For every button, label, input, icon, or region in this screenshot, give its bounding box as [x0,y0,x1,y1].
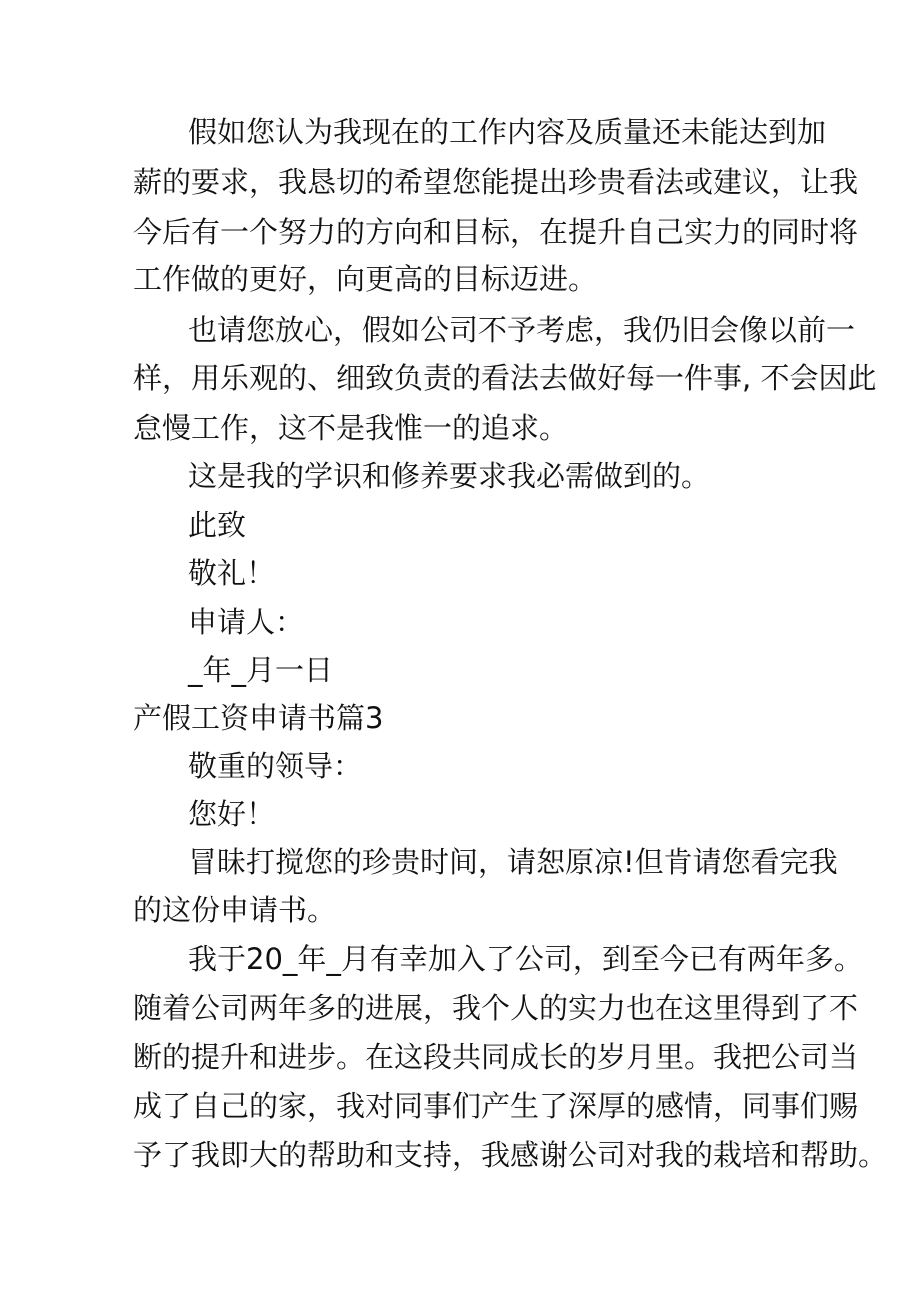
paragraph-4-line-2: 的这份申请书。 [133,893,337,927]
paragraph-5-line-3: 断的提升和进步。在这段共同成长的岁月里。我把公司当 [133,1040,859,1074]
paragraph-5-line-1: 我于20_年_月有幸加入了公司，到至今已有两年多。 [188,942,863,976]
paragraph-4-line-1: 冒昧打搅您的珍贵时间，请恕原凉!但肯请您看完我 [188,845,838,879]
paragraph-5-line-2: 随着公司两年多的进展，我个人的实力也在这里得到了不 [133,991,859,1025]
paragraph-3-line-1: 这是我的学识和修养要求我必需做到的。 [188,459,711,493]
paragraph-2-line-3: 怠慢工作，这不是我惟一的追求。 [133,411,569,445]
paragraph-2-line-1: 也请您放心，假如公司不予考虑，我仍旧会像以前一 [188,313,856,347]
closing-salute: 敬礼！ [188,556,276,590]
paragraph-2-line-2: 样，用乐观的、细致负责的看法去做好每一件事, 不会因此 [133,361,877,395]
section-heading: 产假工资申请书篇3 [133,701,384,735]
date-line: _年_月一日 [188,653,334,687]
paragraph-1-line-4: 工作做的更好，向更高的目标迈进。 [133,262,598,296]
paragraph-5-line-5: 予了我即大的帮助和支持，我感谢公司对我的栽培和帮助。 [133,1138,888,1172]
paragraph-1-line-2: 薪的要求，我恳切的希望您能提出珍贵看法或建议，让我 [133,165,859,199]
greeting: 您好！ [188,797,276,831]
paragraph-1-line-1: 假如您认为我现在的工作内容及质量还未能达到加 [188,115,827,149]
salutation: 敬重的领导： [188,749,363,783]
closing-greeting: 此致 [188,508,247,542]
paragraph-1-line-3: 今后有一个努力的方向和目标，在提升自己实力的同时将 [133,215,859,249]
paragraph-5-line-4: 成了自己的家，我对同事们产生了深厚的感情，同事们赐 [133,1089,859,1123]
applicant-label: 申请人： [188,605,305,639]
